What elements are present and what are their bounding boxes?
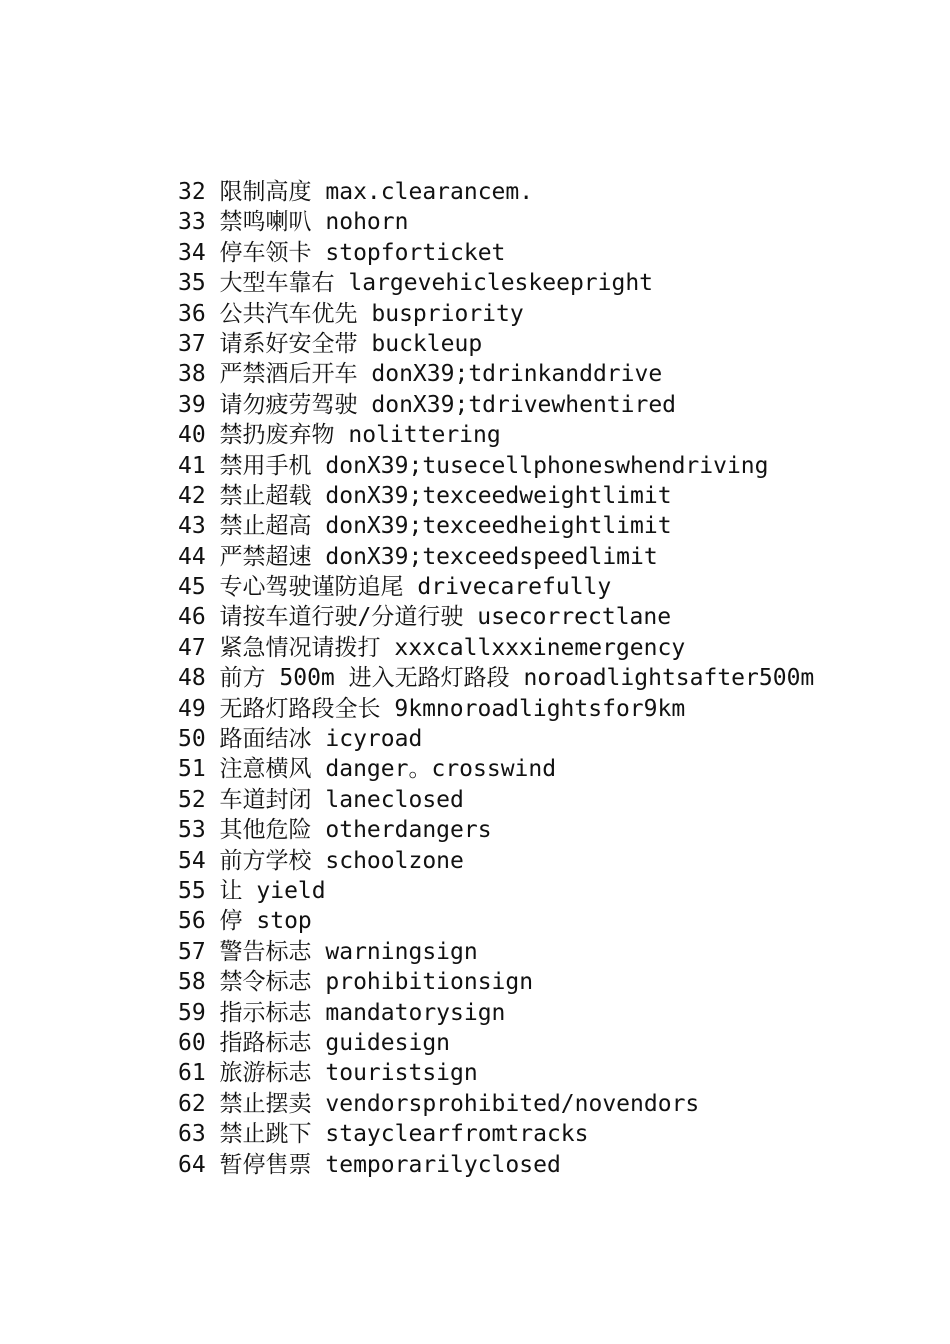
list-item: 53 其他危险 otherdangers [178,817,492,844]
list-item: 48 前方 500m 进入无路灯路段 noroadlightsafter500m [178,665,815,692]
list-item: 49 无路灯路段全长 9kmnoroadlightsfor9km [178,695,686,722]
list-item: 39 请勿疲劳驾驶 donX39;tdrivewhentired [178,391,677,418]
list-item: 43 禁止超高 donX39;texceedheightlimit [178,513,672,540]
list-item: 44 严禁超速 donX39;texceedspeedlimit [178,543,658,570]
list-item: 46 请按车道行驶/分道行驶 usecorrectlane [178,604,672,631]
list-item: 57 警告标志 warningsign [178,938,478,965]
list-item: 38 严禁酒后开车 donX39;tdrinkanddrive [178,361,663,388]
list-item: 47 紧急情况请拨打 xxxcallxxxinemergency [178,634,686,661]
list-item: 60 指路标志 guidesign [178,1029,451,1056]
list-item: 50 路面结冰 icyroad [178,726,423,753]
list-item: 54 前方学校 schoolzone [178,847,464,874]
list-item: 62 禁止摆卖 vendorsprohibited/novendors [178,1090,700,1117]
list-item: 56 停 stop [178,908,312,935]
list-item: 61 旅游标志 touristsign [178,1060,478,1087]
list-item: 37 请系好安全带 buckleup [178,330,483,357]
list-item: 41 禁用手机 donX39;tusecellphoneswhendriving [178,452,769,479]
list-item: 59 指示标志 mandatorysign [178,999,506,1026]
list-item: 45 专心驾驶谨防追尾 drivecarefully [178,574,612,601]
list-item: 55 让 yield [178,877,326,904]
list-item: 58 禁令标志 prohibitionsign [178,969,534,996]
list-item: 51 注意横风 danger。crosswind [178,756,557,783]
list-item: 33 禁鸣喇叭 nohorn [178,209,409,236]
list-item: 35 大型车靠右 largevehicleskeepright [178,270,654,297]
list-item: 36 公共汽车优先 buspriority [178,300,524,327]
list-item: 64 暂停售票 temporarilyclosed [178,1151,561,1178]
list-item: 42 禁止超载 donX39;texceedweightlimit [178,482,672,509]
sign-glossary-list [178,177,814,1180]
list-item: 34 停车领卡 stopforticket [178,239,506,266]
list-item: 63 禁止跳下 stayclearfromtracks [178,1121,589,1148]
list-item: 52 车道封闭 laneclosed [178,786,464,813]
list-item: 40 禁扔废弃物 nolittering [178,422,501,449]
list-item: 32 限制高度 max.clearancem. [178,179,534,205]
